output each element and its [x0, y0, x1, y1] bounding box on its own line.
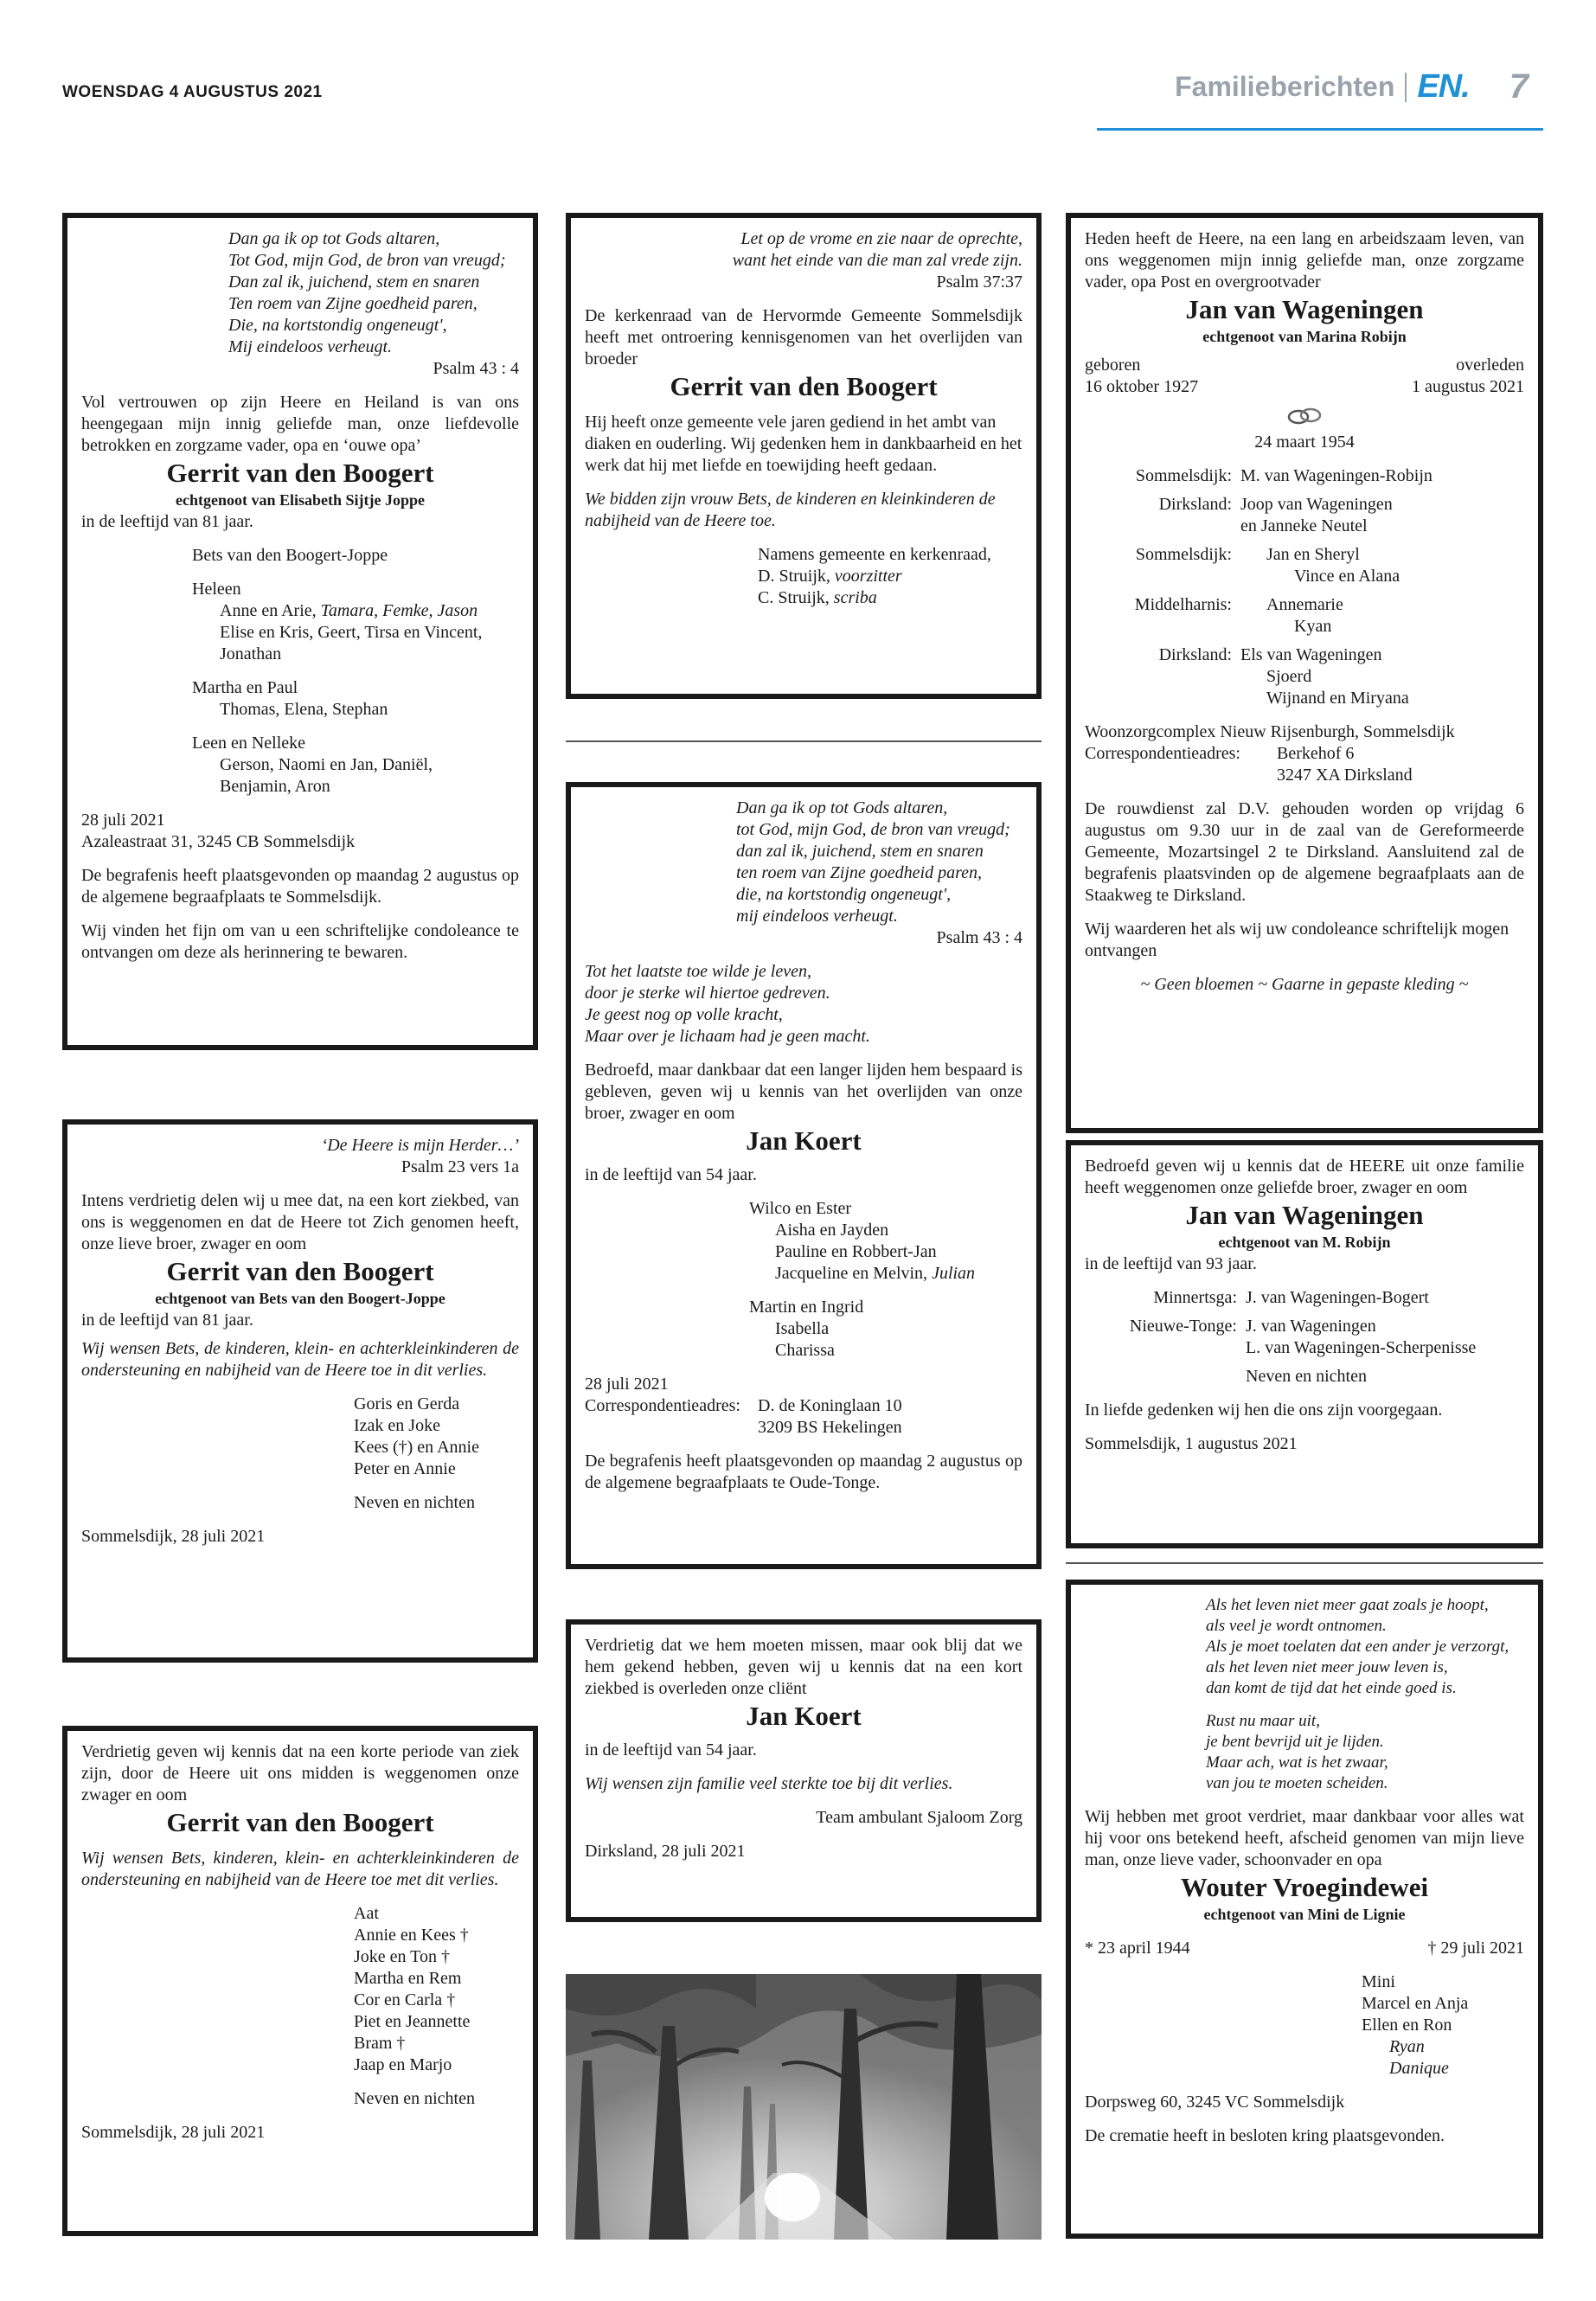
forest-sunlight-photo	[566, 1974, 1042, 2240]
date-line: 28 juli 2021	[81, 811, 165, 830]
psalm-reference: Psalm 23 vers 1a	[401, 1157, 519, 1176]
psalm-quote: ‘De Heere is mijn Herder…’	[321, 1136, 519, 1155]
service-text: Hij heeft onze gemeente vele jaren gediend in het ambt van diaken en ouderling. Wij gedenken hem in dankbaarheid en het werk dat hij met liefde en toewijding heeft gedaan.	[585, 413, 1022, 475]
header-rule	[1097, 128, 1543, 131]
date-line: 28 juli 2021	[585, 1375, 669, 1394]
prayer-text: We bidden zijn vrouw Bets, de kinderen en kleinkinderen de nabijheid van de Heere toe.	[585, 490, 996, 530]
family-list: Aat Annie en Kees † Joke en Ton † Martha en Rem Cor en Carla † Piet en Jeannette Bram † Jaap en Marjo Neven en nichten	[354, 1904, 475, 2108]
footer-line: Dirksland, 28 juli 2021	[585, 1842, 746, 1861]
intro-text: Wij hebben met groot verdriet, maar dankbaar voor alles wat hij voor ons betekend heeft, afscheid genomen van mijn lieve man, onze lieve vader, schoonvader en opa	[1085, 1807, 1524, 1869]
newspaper-logo: EN.	[1417, 68, 1470, 105]
marriage-date: 24 maart 1954	[1254, 433, 1355, 452]
family-list: Mini Marcel en Anja Ellen en Ron Ryan Danique	[1362, 1972, 1469, 2078]
signature-block: Namens gemeente en kerkenraad, D. Struijk, voorzitter C. Struijk, scriba	[758, 545, 991, 607]
age-line: in de leeftijd van 93 jaar.	[1085, 1254, 1257, 1273]
page-header-right	[1175, 67, 1529, 106]
footer-line: Sommelsdijk, 28 juli 2021	[81, 2123, 266, 2142]
spouse-line: echtgenoot van Marina Robijn	[1202, 328, 1407, 345]
psalm-reference: Psalm 43 : 4	[936, 928, 1022, 947]
psalm-reference: Psalm 43 : 4	[433, 359, 519, 378]
obituary-jan-van-wageningen-family	[1066, 213, 1543, 1133]
obituary-gerrit-church	[566, 213, 1042, 699]
wish-text: Wij wensen Bets, kinderen, klein- en achterkleinkinderen de ondersteuning en nabijheid van de Heere toe met dit verlies.	[81, 1849, 519, 1889]
intro-text: Intens verdrietig delen wij u mee dat, na een kort ziekbed, van ons is weggenomen en dat de Heere tot Zich genomen heeft, onze lieve broer, zwager en oom	[81, 1191, 519, 1253]
deceased-name: Jan Koert	[746, 1701, 862, 1731]
dress-note: ~ Geen bloemen ~ Gaarne in gepaste kleding ~	[1140, 975, 1469, 994]
psalm-reference: Psalm 37:37	[936, 272, 1022, 292]
life-dates: * 23 april 1944 † 29 juli 2021	[1085, 1939, 1524, 1958]
correspondence-address: Correspondentieadres: Berkehof 6 3247 XA Dirksland	[1085, 744, 1413, 785]
deceased-name: Gerrit van den Boogert	[166, 458, 434, 488]
condolence-note: Wij waarderen het als wij uw condoleance schriftelijk mogen ontvangen	[1085, 920, 1509, 960]
deceased-name: Jan van Wageningen	[1185, 1200, 1424, 1230]
family-list: Bets van den Boogert-Joppe Heleen Anne en Arie, Tamara, Femke, Jason Elise en Kris, Geert, Tirsa en Vincent, Jonathan Martha en Paul Thomas, Elena, Stephan Leen en Nelleke Gerson, Naomi en Jan, Daniël, Benjamin, Aron	[192, 546, 483, 796]
address-line: Dorpsweg 60, 3245 VC Sommelsdijk	[1085, 2093, 1345, 2112]
deceased-name: Gerrit van den Boogert	[166, 1807, 434, 1837]
intro-text: Bedroefd, maar dankbaar dat een langer lijden hem bespaard is gebleven, geven wij u kennis van het overlijden van onze broer, zwager en oom	[585, 1061, 1022, 1123]
funeral-text: De begrafenis heeft plaatsgevonden op maandag 2 augustus op de algemene begraafplaats te Oude-Tonge.	[585, 1452, 1022, 1492]
cremation-text: De crematie heeft in besloten kring plaatsgevonden.	[1085, 2126, 1445, 2145]
family-list: Wilco en Ester Aisha en Jayden Pauline en Robbert-Jan Jacqueline en Melvin, Julian Martin en Ingrid Isabella Charissa	[749, 1199, 976, 1360]
condolence-note: Wij vinden het fijn om van u een schriftelijke condoleance te ontvangen om deze als herinnering te bewaren.	[81, 921, 519, 962]
psalm-quote: Dan ga ik op tot Gods altaren, tot God, mijn God, de bron van vreugd; dan zal ik, juichend, stem en snaren ten roem van Zijne goedheid paren, die, na kortstondig ongeneugt', mij eindeloos verheugt.	[736, 798, 1010, 926]
deceased-name: Gerrit van den Boogert	[670, 371, 938, 401]
section-title: Familieberichten	[1175, 71, 1395, 102]
funeral-text: De begrafenis heeft plaatsgevonden op maandag 2 augustus op de algemene begraafplaats te Sommelsdijk.	[81, 866, 519, 907]
column-divider	[566, 740, 1042, 742]
obituary-jan-van-wageningen-siblings	[1066, 1140, 1543, 1548]
psalm-quote: Dan ga ik op tot Gods altaren, Tot God, mijn God, de bron van vreugd; Dan zal ik, juichend, stem en snaren Ten roem van Zijne goedheid paren, Die, na kortstondig ongeneugt', Mij eindeloos verheugt.	[228, 229, 506, 356]
spouse-line: echtgenoot van Bets van den Boogert-Joppe	[155, 1290, 445, 1307]
poem: Als het leven niet meer gaat zoals je hoopt, als veel je wordt ontnomen. Als je moet toelaten dat een ander je verzorgt, als het leven niet meer jouw leven is, dan komt de tijd dat het einde goed is. Rust nu maar uit, je bent bevrijd uit je lijden. Maar ach, wat is het zwaar, van jou te moeten scheiden.	[1206, 1596, 1509, 1792]
service-text: De rouwdienst zal D.V. gehouden worden op vrijdag 6 augustus om 9.30 uur in de zaal van de Gereformeerde Gemeente, Mozartsingel 2 te Dirksland. Aansluitend zal de begrafenis plaatsvinden op de algemene begraafplaats aan de Staakweg te Dirksland.	[1085, 799, 1524, 905]
forest-image	[566, 1974, 1042, 2240]
sender: Team ambulant Sjaloom Zorg	[816, 1808, 1022, 1827]
wedding-rings-icon	[1085, 407, 1524, 432]
intro-text: Verdrietig geven wij kennis dat na een korte periode van ziek zijn, door de Heere uit ons midden is weggenomen onze zwager en oom	[81, 1742, 519, 1804]
deceased-name: Jan Koert	[746, 1125, 862, 1156]
poem: Tot het laatste toe wilde je leven, door je sterke wil hiertoe gedreven. Je geest nog op volle kracht, Maar over je lichaam had je geen macht.	[585, 962, 870, 1046]
psalm-quote: Let op de vrome en zie naar de oprechte, want het einde van die man zal vrede zijn.	[732, 229, 1022, 270]
obituary-gerrit-family	[62, 213, 538, 1050]
intro-text: Bedroefd geven wij u kennis dat de HEERE uit onze familie heeft weggenomen onze geliefde broer, zwager en oom	[1085, 1157, 1524, 1197]
wish-text: Wij wensen Bets, de kinderen, klein- en achterkleinkinderen de ondersteuning en nabijheid van de Heere toe in dit verlies.	[81, 1339, 519, 1380]
remembrance-text: In liefde gedenken wij hen die ons zijn voorgegaan.	[1085, 1400, 1443, 1420]
deceased-name: Jan van Wageningen	[1185, 294, 1424, 324]
column-divider	[1066, 1562, 1543, 1564]
obituary-jan-koert-care	[566, 1619, 1042, 1922]
header-divider	[1405, 73, 1407, 102]
age-line: in de leeftijd van 54 jaar.	[585, 1740, 757, 1759]
family-list: Sommelsdijk: M. van Wageningen-Robijn Dirksland: Joop van Wageningen en Janneke Neutel Sommelsdijk: Jan en Sheryl Vince en Alana Middelharnis: Annemarie Kyan Dirksland: Els van Wageningen Sjoerd Wijnand en Miryana	[1134, 466, 1433, 708]
intro-text: De kerkenraad van de Hervormde Gemeente Sommelsdijk heeft met ontroering kennisgenomen van het overlijden van broeder	[585, 306, 1022, 369]
address-line: Azaleastraat 31, 3245 CB Sommelsdijk	[81, 832, 356, 851]
obituary-wouter-vroegindewei	[1066, 1580, 1543, 2239]
family-list: Goris en Gerda Izak en Joke Kees (†) en Annie Peter en Annie Neven en nichten	[354, 1394, 479, 1512]
correspondence-address: Correspondentieadres: D. de Koninglaan 10 3209 BS Hekelingen	[585, 1396, 902, 1437]
wish-text: Wij wensen zijn familie veel sterkte toe bij dit verlies.	[585, 1774, 953, 1793]
obituary-gerrit-in-laws	[62, 1726, 538, 2236]
footer-line: Sommelsdijk, 1 augustus 2021	[1085, 1434, 1298, 1453]
intro-text: Vol vertrouwen op zijn Heere en Heiland is van ons heengegaan mijn innig geliefde man, onze liefdevolle betrokken en zorgzame vader, opa en ‘ouwe opa’	[81, 393, 519, 455]
deceased-name: Wouter Vroegindewei	[1180, 1872, 1429, 1902]
age-line: in de leeftijd van 81 jaar.	[81, 1311, 253, 1330]
age-line: in de leeftijd van 81 jaar.	[81, 512, 253, 531]
spouse-line: echtgenoot van Elisabeth Sijtje Joppe	[176, 491, 425, 509]
age-line: in de leeftijd van 54 jaar.	[585, 1165, 757, 1184]
intro-text: Heden heeft de Heere, na een lang en arbeidszaam leven, van ons weggenomen mijn innig geliefde man, onze zorgzame vader, opa Post en overgrootvader	[1085, 229, 1524, 292]
obituary-gerrit-siblings	[62, 1119, 538, 1663]
page-date: WOENSDAG 4 AUGUSTUS 2021	[62, 83, 323, 101]
deceased-name: Gerrit van den Boogert	[166, 1256, 434, 1286]
spouse-line: echtgenoot van Mini de Lignie	[1203, 1906, 1406, 1923]
intro-text: Verdrietig dat we hem moeten missen, maar ook blij dat we hem gekend hebben, geven wij u kennis dat na een kort ziekbed is overleden onze cliënt	[585, 1636, 1022, 1698]
obituary-jan-koert-family	[566, 782, 1042, 1569]
family-list: Minnertsga: J. van Wageningen-Bogert Nieuwe-Tonge: J. van Wageningen L. van Wageningen-Scherpenisse Neven en nichten	[1129, 1288, 1477, 1386]
residence-line: Woonzorgcomplex Nieuw Rijsenburgh, Sommelsdijk	[1085, 722, 1455, 741]
page-number: 7	[1509, 67, 1529, 106]
spouse-line: echtgenoot van M. Robijn	[1218, 1234, 1391, 1251]
footer-line: Sommelsdijk, 28 juli 2021	[81, 1527, 266, 1546]
life-dates: geboren 16 oktober 1927 overleden 1 augustus 2021	[1085, 356, 1524, 396]
